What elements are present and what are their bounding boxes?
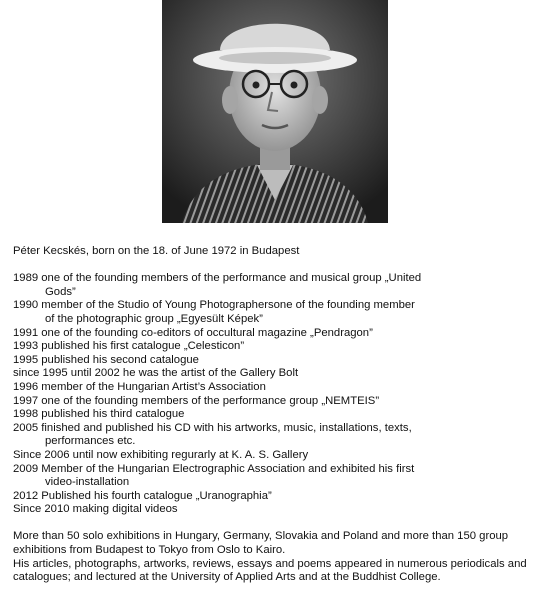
timeline-entry-continuation: video-installation (45, 476, 130, 489)
timeline-entry: 1997 one of the founding members of the performance group „NEMTEIS” (13, 394, 380, 407)
timeline-entry: 1993 published his first catalogue „Celesticon” (13, 340, 245, 353)
timeline-entry: Since 2006 until now exhibiting regurarly at K. A. S. Gallery (13, 448, 309, 461)
timeline-entry: 2009 Member of the Hungarian Electrographic Association and exhibited his first (13, 462, 415, 475)
timeline-entry: 2012 Published his fourth catalogue „Uranographia” (13, 489, 272, 502)
paragraphs (13, 530, 543, 584)
timeline-entry-continuation: performances etc. (45, 435, 136, 448)
timeline-entry: 2005 finished and published his CD with his artworks, music, installations, texts, (13, 421, 412, 434)
portrait-photo (162, 0, 388, 223)
timeline-entry-continuation: Gods” (45, 285, 76, 298)
timeline-entry-continuation: of the photographic group „Egyesült Képek” (45, 312, 263, 325)
intro-line: Péter Kecskés, born on the 18. of June 1972 in Budapest (13, 245, 300, 257)
timeline (13, 272, 543, 517)
timeline-entry: 1995 published his second catalogue (13, 353, 199, 366)
timeline-entry: Since 2010 making digital videos (13, 503, 178, 516)
timeline-entry: since 1995 until 2002 he was the artist of the Gallery Bolt (13, 367, 299, 380)
timeline-entry: 1998 published his third catalogue (13, 408, 185, 421)
timeline-entry: 1990 member of the Studio of Young Photographersone of the founding member (13, 299, 415, 312)
timeline-entry: 1989 one of the founding members of the performance and musical group „United (13, 272, 422, 285)
bio-paragraph: More than 50 solo exhibitions in Hungary, Germany, Slovakia and Poland and more than 150 group exhibitions from Budapest to Tokyo from Oslo to Kairo. (13, 530, 509, 557)
biography (13, 245, 543, 585)
timeline-entry: 1996 member of the Hungarian Artist’s Association (13, 380, 266, 393)
timeline-entry: 1991 one of the founding co-editors of occultural magazine „Pendragon” (13, 326, 373, 339)
bio-paragraph: His articles, photographs, artworks, reviews, essays and poems appeared in numerous periodicals and catalogues; and lectured at the University of Applied Arts and at the Buddhist College. (13, 557, 527, 584)
